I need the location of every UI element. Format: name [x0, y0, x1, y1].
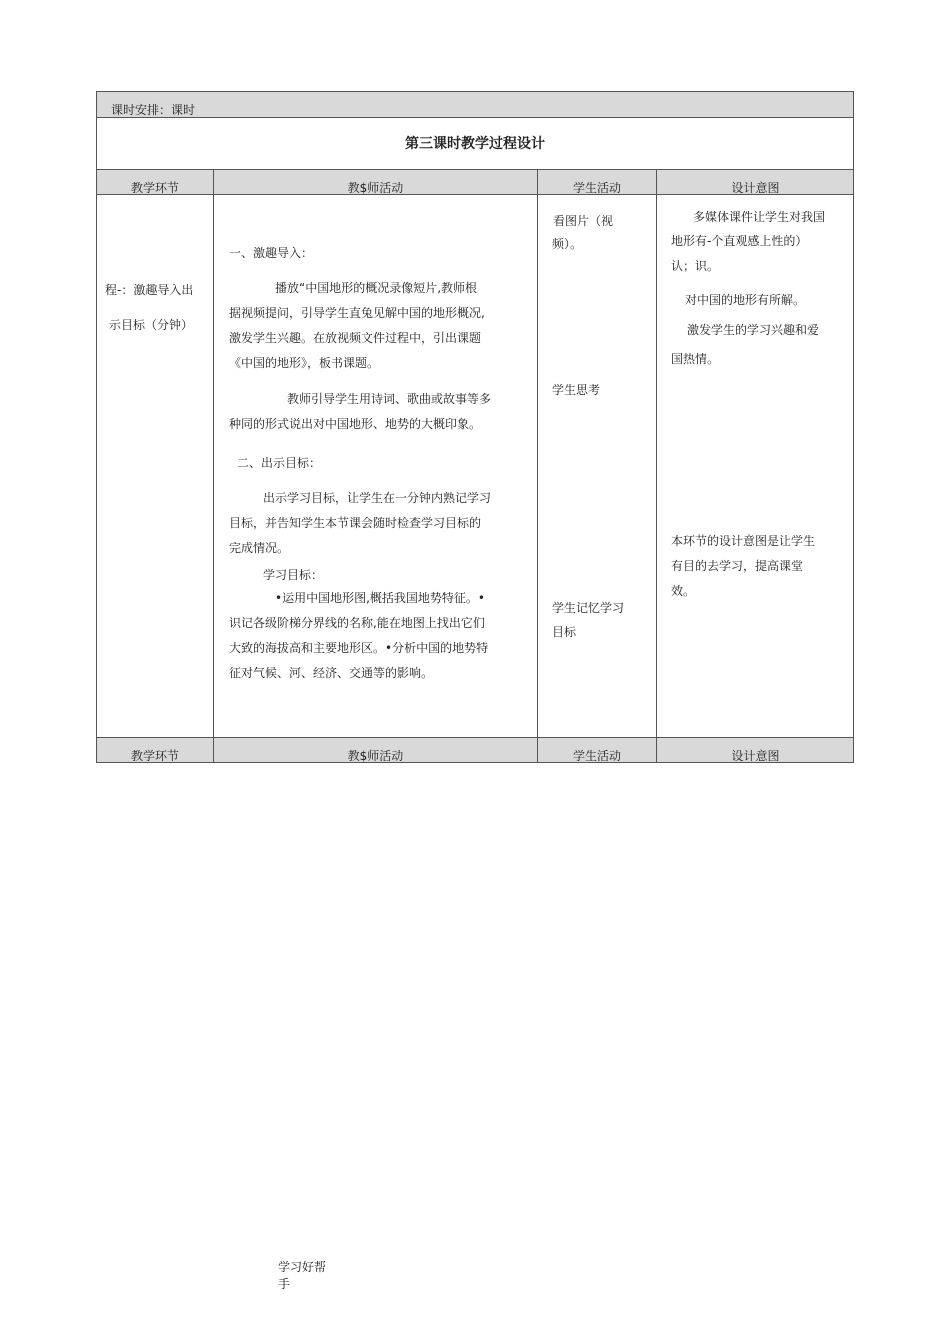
- teacher-goal-line-3: 大致的海拔高和主要地形区。•分析中国的地势特: [229, 641, 489, 655]
- intent-1-line-2: 地形有-个直观感上性的）: [671, 234, 808, 248]
- footer-line-2: 手: [278, 1277, 291, 1291]
- stage-line-2: 示目标（分钟）: [109, 318, 194, 332]
- stage-line-1: 程-：激趣导入出: [105, 283, 194, 297]
- column-divider: [213, 195, 214, 737]
- table-title: 第三课时教学过程设计: [96, 118, 854, 170]
- header-cell-stage: [97, 738, 214, 762]
- header-teacher-label: 教$师活动: [347, 749, 404, 763]
- intent-1-line-3: 认；识。: [671, 259, 720, 273]
- intent-3-line-2: 国热情。: [671, 352, 720, 366]
- teacher-p1-line-2: 据视频提问，引导学生直兔见解中国的地形概况,: [229, 306, 485, 320]
- header-intent-label: 设计意图: [731, 749, 780, 763]
- schedule-label: 课时安排：课时: [111, 103, 196, 117]
- teacher-goal-line-4: 征对气候、河、经济、交通等的影响。: [229, 666, 434, 680]
- header-stage-label: 教学环节: [130, 181, 179, 195]
- footer-note: [278, 1259, 338, 1293]
- teacher-goal-line-1: •运用中国地形图,概括我国地势特征。•: [275, 591, 485, 605]
- teacher-p1-line-1: 播放“中国地形的概况录像短片,教师根: [275, 281, 478, 295]
- student-activity-3-line-1: 学生记忆学习: [552, 601, 625, 615]
- schedule-row: [96, 91, 854, 118]
- teacher-p3-line-2: 目标，并告知学生本节课会随时检查学习目标的: [229, 516, 482, 530]
- column-divider: [656, 195, 657, 737]
- intent-4-line-2: 有目的去学习，提高课堂: [671, 559, 804, 573]
- teacher-p1-line-3: 激发学生兴趣。在放视频文件过程中，引出课题: [229, 331, 482, 345]
- intent-3-line-1: 激发学生的学习兴趣和爱: [687, 323, 820, 337]
- teacher-p1-line-4: 《中国的地形》，板书课题。: [229, 356, 380, 370]
- header-cell-intent: [657, 170, 854, 194]
- intent-1-line-1: 多媒体课件让学生对我国: [693, 210, 826, 224]
- column-divider: [537, 195, 538, 737]
- teacher-p2-line-2: 种同的形式说出对中国地形、地势的大概印象。: [229, 417, 482, 431]
- teacher-p3-line-1: 出示学习目标，让学生在一分钟内熟记学习: [263, 491, 492, 505]
- student-activity-1-line-2: 频）。: [552, 237, 583, 251]
- teacher-p3-line-3: 完成情况。: [229, 541, 290, 555]
- student-activity-1-line-1: 看图片（视: [553, 214, 614, 228]
- header-cell-teacher: [214, 738, 538, 762]
- table-header-row: [96, 170, 854, 195]
- header-student-label: 学生活动: [572, 749, 621, 763]
- header-cell-student: [538, 738, 657, 762]
- header-cell-stage: [97, 170, 214, 194]
- header-cell-student: [538, 170, 657, 194]
- student-activity-2: 学生思考: [552, 383, 601, 397]
- student-activity-3-line-2: 目标: [552, 625, 577, 639]
- header-cell-intent: [657, 738, 854, 762]
- intent-4-line-3: 效。: [671, 584, 696, 598]
- teacher-goal-line-2: 识记各级阶梯分界线的名称,能在地图上找出它们: [229, 616, 485, 630]
- header-intent-label: 设计意图: [731, 181, 780, 195]
- teacher-heading-1: 一、激趣导入：: [229, 246, 314, 260]
- intent-2: 对中国的地形有所解。: [685, 293, 806, 307]
- header-teacher-label: 教$师活动: [347, 181, 404, 195]
- table-header-row-repeat: [96, 737, 854, 763]
- teacher-p2-line-1: 教师引导学生用诗词、歌曲或故事等多: [287, 392, 492, 406]
- teacher-heading-2: 二、出示目标：: [237, 456, 322, 470]
- header-cell-teacher: [214, 170, 538, 194]
- header-student-label: 学生活动: [572, 181, 621, 195]
- teacher-goal-label: 学习目标：: [263, 568, 324, 582]
- table-body-row: [96, 195, 854, 737]
- intent-4-line-1: 本环节的设计意图是让学生: [671, 534, 816, 548]
- footer-line-1: 学习好帮: [278, 1260, 327, 1274]
- header-stage-label: 教学环节: [130, 749, 179, 763]
